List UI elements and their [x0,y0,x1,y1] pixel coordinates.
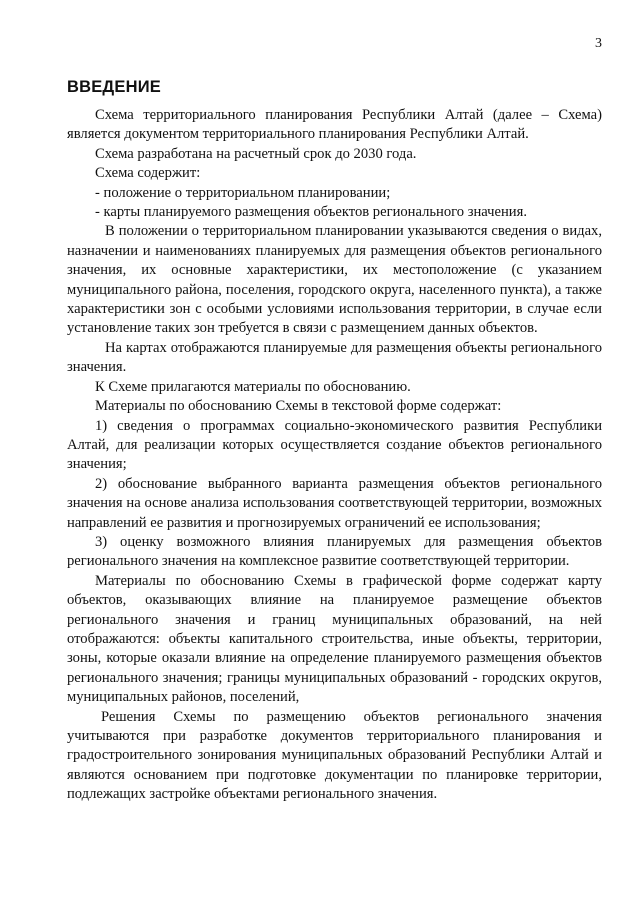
list-item-3: 3) оценку возможного влияния планируемых для размещения объектов регионального значения на комплексное развитие соответствующей территории. [67,533,602,570]
paragraph-term: Схема разработана на расчетный срок до 2030 года. [95,145,417,162]
list-item-provisions: - положение о территориальном планировании; [95,184,391,201]
paragraph-text-materials: Материалы по обоснованию Схемы в текстовой форме содержат: [95,398,502,415]
paragraph-attachments: К Схеме прилагаются материалы по обоснованию. [95,378,411,395]
list-item-maps: - карты планируемого размещения объектов регионального значения. [95,204,527,221]
list-item-1: 1) сведения о программах социально-экономического развития Республики Алтай, для реализации которых осуществляется создание объектов регионального значения; [67,417,602,473]
paragraph-provisions-detail: В положении о территориальном планировании указываются сведения о видах, назначении и наименованиях планируемых для размещения объектов регионального значения, их основные характеристики, их местоположение (с указанием муниципального района, поселения, городского округа, населенного пункта), а также характеристики зон с особыми условиями использования территории, в случае если установление таких зон требуется в связи с размещением данных объектов. [67,223,602,337]
list-item-2: 2) обоснование выбранного варианта размещения объектов регионального значения на основе анализа использования соответствующей территории, возможных направлений ее развития и прогнозируемых ограничений ее использования; [67,475,602,531]
paragraph-maps: На картах отображаются планируемые для размещения объекты регионального значения. [67,339,602,376]
paragraph-contents-intro: Схема содержит: [95,165,201,182]
document-body [67,106,602,805]
page-number: 3 [595,36,602,51]
paragraph-decisions: Решения Схемы по размещению объектов регионального значения учитываются при разработке документов территориального планирования и градостроительного зонирования муниципальных образований Республики Алтай и являются основанием при подготовке документации по планировке территории, подлежащих застройке объектами регионального значения. [67,708,602,803]
paragraph-graphic-materials: Материалы по обоснованию Схемы в графической форме содержат карту объектов, оказывающих влияние на планируемое размещение объектов регионального значения и границ муниципальных образований, на ней отображаются: объекты капитального строительства, иные объекты, территории, зоны, которые оказали влияние на определение планируемого размещения объектов регионального значения; границы муниципальных образований - городских округов, муниципальных районов, поселений, [67,572,602,706]
paragraph-intro: Схема территориального планирования Республики Алтай (далее – Схема) является документом территориального планирования Республики Алтай. [67,107,602,143]
section-heading: ВВЕДЕНИЕ [67,78,161,96]
